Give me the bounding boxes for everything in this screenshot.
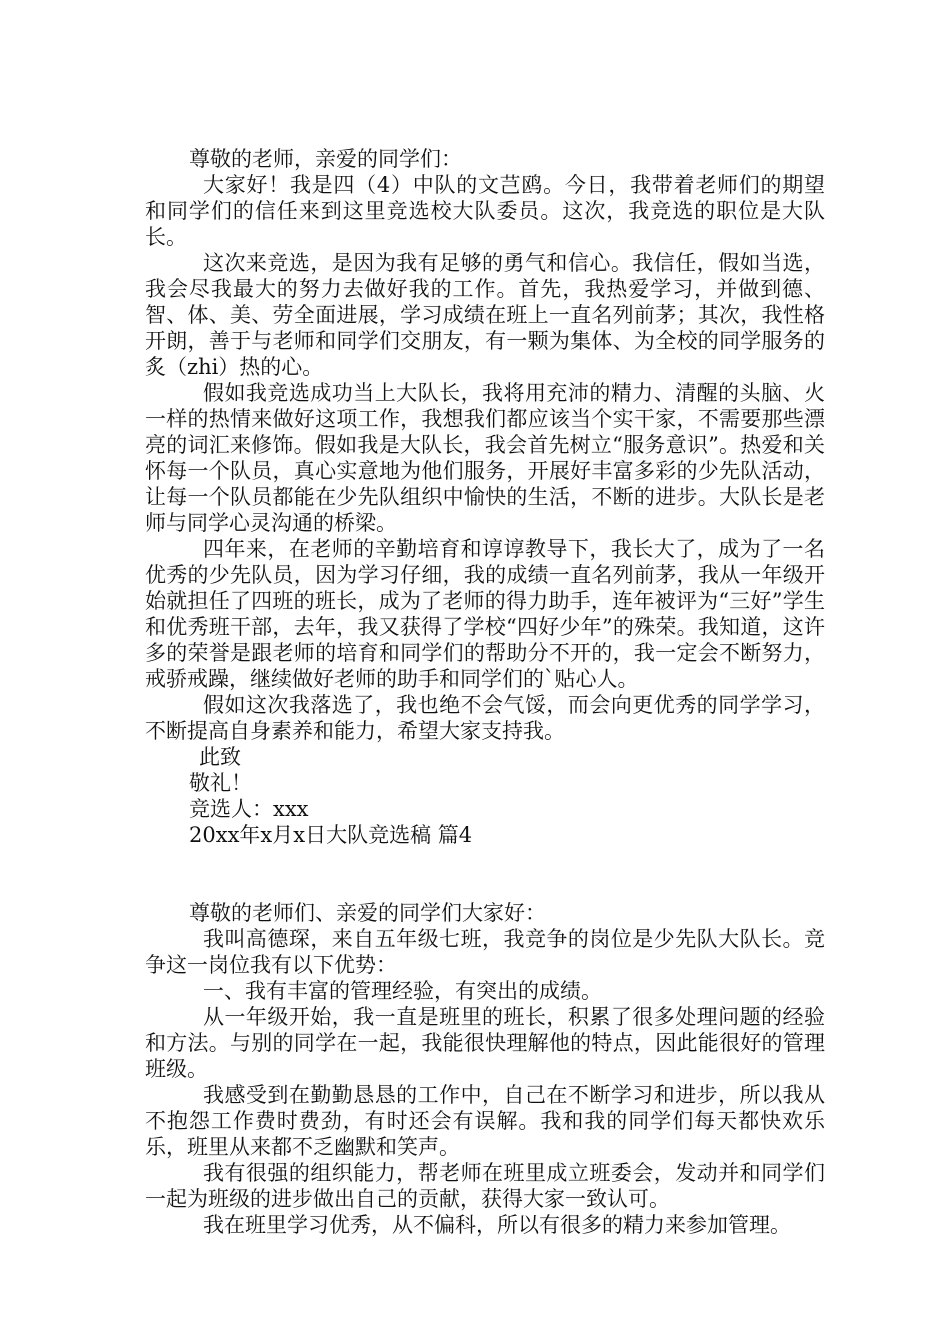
greeting: 尊敬的老师们、亲爱的同学们大家好： (189, 901, 546, 925)
paragraph: 假如这次我落选了，我也绝不会气馁，而会向更优秀的同学学习，不断提高自身素养和能力，希望大家支持我。 (145, 693, 825, 743)
section-gap (145, 848, 825, 900)
paragraph: 大家好！我是四（4）中队的文芑鸥。今日，我带着老师们的期望和同学们的信任来到这里竞选校大队委员。这次，我竞选的职位是大队长。 (145, 173, 825, 249)
paragraph: 我有很强的组织能力，帮老师在班里成立班委会，发动并和同学们一起为班级的进步做出自己的贡献，获得大家一致认可。 (145, 1161, 825, 1211)
paragraph: 我叫高德琛，来自五年级七班，我竞争的岗位是少先队大队长。竞争这一岗位我有以下优势： (145, 927, 825, 977)
signer: 竞选人：xxx (189, 797, 309, 821)
paragraph: 我感受到在勤勤恳恳的工作中，自己在不断学习和进步，所以我从不抱怨工作费时费劲，有时还会有误解。我和我的同学们每天都快欢乐乐，班里从来都不乏幽默和笑声。 (145, 1083, 825, 1159)
paragraph: 假如我竞选成功当上大队长，我将用充沛的精力、清醒的头脑、火一样的热情来做好这项工作，我想我们都应该当个实干家，不需要那些漂亮的词汇来修饰。假如我是大队长，我会首先树立“服务意识”。热爱和关怀每一个队员，真心实意地为他们服务，开展好丰富多彩的少先队活动，让每一个队员都能在少先队组织中愉快的生活，不断的进步。大队长是老师与同学心灵沟通的桥梁。 (145, 381, 825, 535)
closing-line: 此致 (199, 745, 241, 769)
paragraph: 从一年级开始，我一直是班里的班长，积累了很多处理问题的经验和方法。与别的同学在一起，我能很快理解他的特点，因此能很好的管理班级。 (145, 1005, 825, 1081)
paragraph: 这次来竞选，是因为我有足够的勇气和信心。我信任，假如当选，我会尽我最大的努力去做好我的工作。首先，我热爱学习，并做到德、智、体、美、劳全面进展，学习成绩在班上一直名列前茅；其次，我性格开朗，善于与老师和同学们交朋友，有一颗为集体、为全校的同学服务的炙（zhi）热的心。 (145, 251, 825, 379)
date-and-section-title: 20xx年x月x日大队竞选稿 篇4 (189, 823, 473, 847)
greeting: 尊敬的老师，亲爱的同学们： (189, 147, 462, 171)
paragraph: 我在班里学习优秀，从不偏科，所以有很多的精力来参加管理。 (203, 1213, 791, 1237)
paragraph: 一、我有丰富的管理经验，有突出的成绩。 (203, 979, 602, 1003)
document-page (145, 146, 825, 1238)
closing-line: 敬礼！ (189, 771, 252, 795)
paragraph: 四年来，在老师的辛勤培育和谆谆教导下，我长大了，成为了一名优秀的少先队员，因为学习仔细，我的成绩一直名列前茅，我从一年级开始就担任了四班的班长，成为了老师的得力助手，连年被评为“三好”学生和优秀班干部，去年，我又获得了学校“四好少年”的殊荣。我知道，这许多的荣誉是跟老师的培育和同学们的帮助分不开的，我一定会不断努力，戒骄戒躁，继续做好老师的助手和同学们的`贴心人。 (145, 537, 825, 691)
